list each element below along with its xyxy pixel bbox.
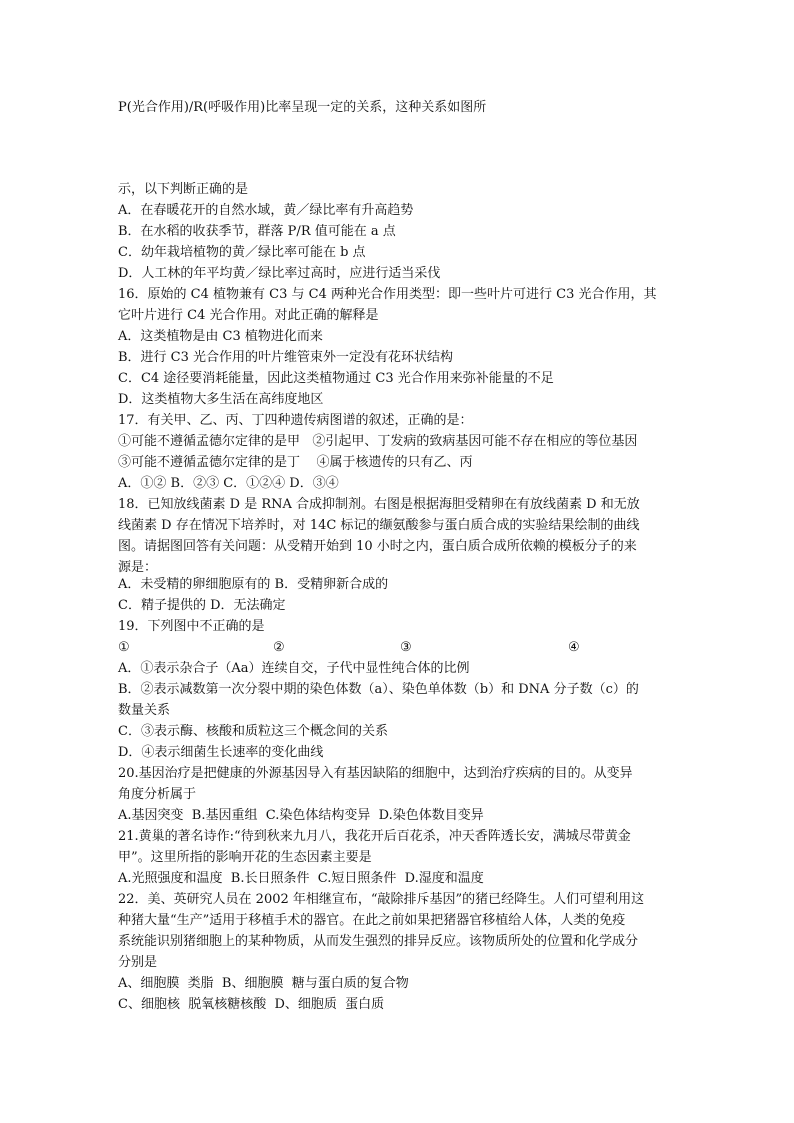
q19-figure-markers — [118, 638, 598, 658]
q22-stem-line-1: 22．美、英研究人员在 2002 年相继宣布，“敲除排斥基因”的猪已经降生。人们可望利用这 — [118, 892, 645, 907]
q20-stem-line-2: 角度分析属于 — [118, 787, 197, 802]
q15-option-d: D．人工林的年平均黄／绿比率过高时，应进行适当采伐 — [118, 266, 441, 281]
q20-options: A.基因突变 B.基因重组 C.染色体结构变异 D.染色体数目变异 — [118, 808, 484, 823]
q16-stem-line-2: 它叶片进行 C4 光合作用。对此正确的解释是 — [118, 308, 379, 323]
figure-marker-2: ② — [273, 640, 285, 655]
q18-stem-line-3: 图。请据图回答有关问题：从受精开始到 10 小时之内，蛋白质合成所依赖的模板分子的来 — [118, 539, 637, 554]
q16-option-c: C．C4 途径要消耗能量，因此这类植物通过 C3 光合作用来弥补能量的不足 — [118, 371, 554, 386]
q19-stem: 19．下列图中不正确的是 — [118, 619, 265, 634]
q21-options: A.光照强度和温度 B.长日照条件 C.短日照条件 D.湿度和温度 — [118, 871, 484, 886]
q15-option-a: A．在春暖花开的自然水域，黄／绿比率有升高趋势 — [118, 203, 414, 218]
q22-stem-line-3: 系统能识别猪细胞上的某种物质，从而发生强烈的排异反应。该物质所处的位置和化学成分 — [118, 934, 639, 949]
q22-options-cd: C、细胞核 脱氧核糖核酸 D、细胞质 蛋白质 — [118, 997, 385, 1012]
q16-option-b: B．进行 C3 光合作用的叶片维管束外一定没有花环状结构 — [118, 350, 454, 365]
figure-marker-3: ③ — [400, 640, 412, 655]
q15-option-c: C．幼年栽培植物的黄／绿比率可能在 b 点 — [118, 245, 366, 260]
q18-stem-line-1: 18．已知放线菌素 D 是 RNA 合成抑制剂。右图是根据海胆受精卵在有放线菌素 D 和无放 — [118, 497, 640, 512]
q17-options: A．①② B．②③ C．①②④ D．③④ — [118, 476, 339, 491]
q18-options-cd: C．精子提供的 D．无法确定 — [118, 598, 286, 613]
q17-statement-1: ①可能不遵循孟德尔定律的是甲 ②引起甲、丁发病的致病基因可能不存在相应的等位基因 — [118, 434, 638, 449]
q16-option-a: A．这类植物是由 C3 植物进化而来 — [118, 329, 323, 344]
q22-stem-line-2: 种猪大量“生产”适用于移植手术的器官。在此之前如果把猪器官移植给人体，人类的免疫 — [118, 913, 626, 928]
figure-marker-4: ④ — [568, 640, 580, 655]
q20-stem-line-1: 20.基因治疗是把健康的外源基因导入有基因缺陷的细胞中，达到治疗疾病的目的。从变异 — [118, 766, 633, 781]
q19-option-d: D．④表示细菌生长速率的变化曲线 — [118, 745, 324, 760]
q19-option-b-line-2: 数量关系 — [118, 703, 171, 718]
q22-options-ab: A、细胞膜 类脂 B、细胞膜 糖与蛋白质的复合物 — [118, 976, 409, 991]
q17-stem: 17．有关甲、乙、丙、丁四种遗传病图谱的叙述，正确的是： — [118, 413, 473, 428]
q21-stem-line-1: 21.黄巢的著名诗作:“待到秋来九月八，我花开后百花杀，冲天香阵透长安，满城尽带黄金 — [118, 829, 631, 844]
q15-option-b: B．在水稻的收获季节，群落 P/R 值可能在 a 点 — [118, 224, 396, 239]
q22-stem-line-4: 分别是 — [118, 955, 158, 970]
q16-stem-line-1: 16．原始的 C4 植物兼有 C3 与 C4 两种光合作用类型：即一些叶片可进行 C3 光合作用，其 — [118, 287, 657, 302]
q18-stem-line-2: 线菌素 D 存在情况下培养时，对 14C 标记的缬氨酸参与蛋白质合成的实验结果绘制的曲线 — [118, 518, 640, 533]
q19-option-b-line-1: B．②表示减数第一次分裂中期的染色体数（a）、染色单体数（b）和 DNA 分子数（c）的 — [118, 682, 639, 697]
q17-statement-2: ③可能不遵循孟德尔定律的是丁 ④属于核遗传的只有乙、丙 — [118, 455, 473, 470]
q19-option-c: C．③表示酶、核酸和质粒这三个概念间的关系 — [118, 724, 388, 739]
q16-option-d: D．这类植物大多生活在高纬度地区 — [118, 392, 324, 407]
figure-marker-1: ① — [118, 640, 130, 655]
intro-line: P(光合作用)/R(呼吸作用)比率呈现一定的关系，这种关系如图所 — [118, 100, 487, 115]
q19-option-a: A．①表示杂合子（Aa）连续自交，子代中显性纯合体的比例 — [118, 661, 470, 676]
q18-stem-line-4: 源是： — [118, 560, 158, 575]
q21-stem-line-2: 甲”。这里所指的影响开花的生态因素主要是 — [118, 850, 372, 865]
q15-stem: 示，以下判断正确的是 — [118, 182, 249, 197]
q18-options-ab: A．未受精的卵细胞原有的 B．受精卵新合成的 — [118, 577, 389, 592]
